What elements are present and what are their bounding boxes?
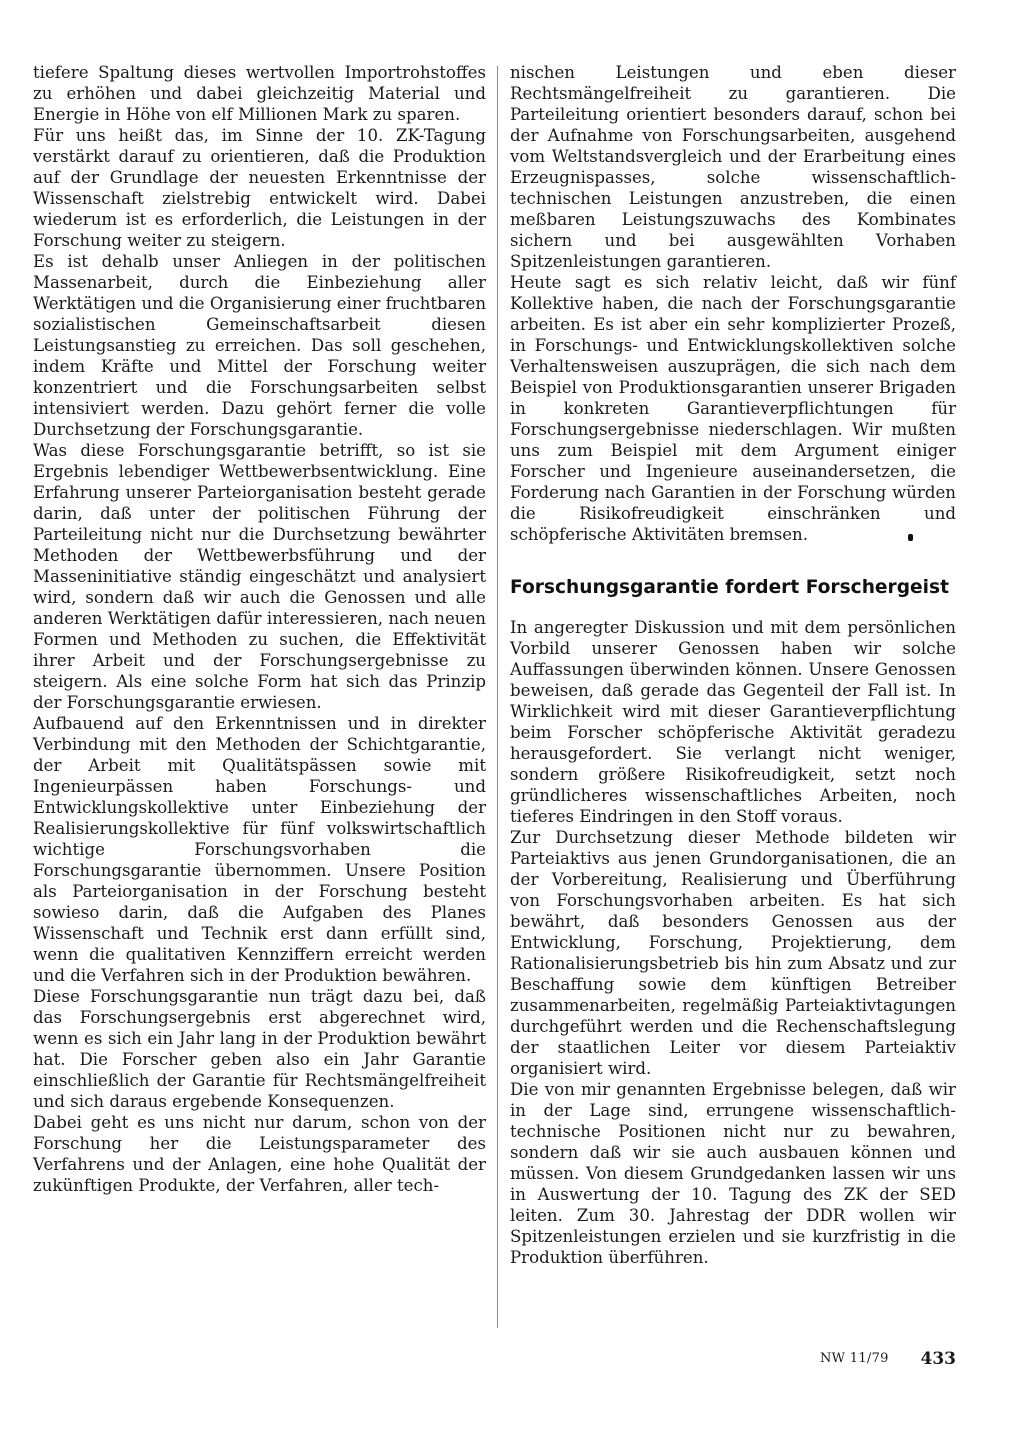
paragraph: Aufbauend auf den Erkenntnissen und in direkter Verbindung mit den Methoden der Schichtgarantie, der Arbeit mit Qualitätspässen sowie mit Ingenieurpässen haben Forschungs- und Entwicklungskollektive unter Einbeziehung der Realisierungskollektive für fünf volkswirtschaftlich wichtige Forschungsvorhaben die Forschungsgarantie übernommen. Unsere Position als Parteiorganisation in der Forschung besteht sowieso darin, daß die Aufgaben des Planes Wissenschaft und Technik erst dann erfüllt sind, wenn die qualitativen Kennziffern erreicht werden und die Verfahren sich in der Produktion bewähren. — [33, 714, 486, 985]
paragraph: Dabei geht es uns nicht nur darum, schon von der Forschung her die Leistungsparameter des Verfahrens und der Anlagen, eine hohe Qualität der zukünftigen Produkte, der Verfahren, aller tech- — [33, 1113, 486, 1195]
paragraph: nischen Leistungen und eben dieser Rechtsmängelfreiheit zu garantieren. Die Parteileitung orientiert besonders darauf, schon bei der Aufnahme von Forschungsarbeiten, ausgehend vom Weltstandsvergleich und der Erarbeitung eines Erzeugnispasses, solche wissenschaftlich-technischen Leistungen anzustreben, die einen meßbaren Leistungszuwachs des Kombinates sichern und bei ausgewählten Vorhaben Spitzenleistungen garantieren. — [510, 63, 956, 271]
paragraph: Was diese Forschungsgarantie betrifft, so ist sie Ergebnis lebendiger Wettbewerbsentwicklung. Eine Erfahrung unserer Parteiorganisation besteht gerade darin, daß unter der politischen Führung der Parteileitung nicht nur die Durchsetzung bewährter Methoden der Wettbewerbsführung und der Masseninitiative ständig eingeschätzt und analysiert wird, sondern daß wir auch die Genossen und alle anderen Werktätigen dafür interessieren, nach neuen Formen und Methoden zu suchen, die Effektivität ihrer Arbeit und der Forschungsergebnisse zu steigern. Als eine solche Form hat sich das Prinzip der Forschungsgarantie erwiesen. — [33, 441, 486, 712]
section-heading: Forschungsgarantie fordert Forschergeist — [510, 577, 949, 598]
page-number: 433 — [920, 1349, 956, 1369]
paragraph: Diese Forschungsgarantie nun trägt dazu bei, daß das Forschungsergebnis erst abgerechnet wird, wenn es sich ein Jahr lang in der Produktion bewährt hat. Die Forscher geben also ein Jahr Garantie einschließlich der Garantie für Rechtsmängelfreiheit und sich daraus ergebende Konsequenzen. — [33, 987, 486, 1111]
end-marker — [908, 534, 913, 541]
paragraph: Es ist dehalb unser Anliegen in der politischen Massenarbeit, durch die Einbeziehung aller Werktätigen und die Organisierung einer fruchtbaren sozialistischen Gemeinschaftsarbeit diesen Leistungsanstieg zu erreichen. Das soll geschehen, indem Kräfte und Mittel der Forschung weiter konzentriert und die Forschungsarbeiten selbst intensiviert werden. Dazu gehört ferner die volle Durchsetzung der Forschungsgarantie. — [33, 252, 486, 439]
paragraph: tiefere Spaltung dieses wertvollen Importrohstoffes zu erhöhen und dabei gleichzeitig Material und Energie in Höhe von elf Millionen Mark zu sparen. — [33, 63, 486, 124]
paragraph: In angeregter Diskussion und mit dem persönlichen Vorbild unserer Genossen haben wir solche Auffassungen überwinden können. Unsere Genossen beweisen, daß gerade das Gegenteil der Fall ist. In Wirklichkeit wird mit dieser Garantieverpflichtung beim Forscher schöpferische Aktivität geradezu herausgefordert. Sie verlangt nicht weniger, sondern größere Risikofreudigkeit, setzt noch gründlicheres wissenschaftliches Arbeiten, noch tieferes Eindringen in den Stoff voraus. — [510, 618, 956, 826]
left-column — [33, 62, 486, 1196]
paragraph: Zur Durchsetzung dieser Methode bildeten wir Parteiaktivs aus jenen Grundorganisationen, die an der Vorbereitung, Realisierung und Überführung von Forschungsvorhaben arbeiten. Es hat sich bewährt, daß besonders Genossen aus der Entwicklung, Forschung, Projektierung, dem Rationalisierungsbetrieb bis hin zum Absatz und zur Beschaffung sowie dem künftigen Betreiber zusammenarbeiten, regelmäßig Parteiaktivtagungen durchgeführt werden und die Rechenschaftslegung der staatlichen Leiter vor diesem Parteiaktiv organisiert wird. — [510, 828, 956, 1078]
paragraph: Die von mir genannten Ergebnisse belegen, daß wir in der Lage sind, errungene wissenschaftlich-technische Positionen nicht nur zu bewahren, sondern daß wir sie auch ausbauen können und müssen. Von diesem Grundgedanken lassen wir uns in Auswertung der 10. Tagung des ZK der SED leiten. Zum 30. Jahrestag der DDR wollen wir Spitzenleistungen erzielen und sie kurzfristig in die Produktion überführen. — [510, 1080, 956, 1267]
paragraph-text: Heute sagt es sich relativ leicht, daß wir fünf Kollektive haben, die nach der Forschungsgarantie arbeiten. Es ist aber ein sehr komplizierter Prozeß, in Forschungs- und Entwicklungskollektiven solche Verhaltensweisen auszuprägen, die sich nach dem Beispiel von Produktionsgarantien unserer Brigaden in konkreten Garantieverpflichtungen für Forschungsergebnisse niederschlagen. Wir mußten uns zum Beispiel mit dem Argument einiger Forscher und Ingenieure auseinandersetzen, die Forderung nach Garantien in der Forschung würden die Risikofreudigkeit einschränken und schöpferische Aktivitäten bremsen. — [510, 273, 956, 544]
paragraph: Für uns heißt das, im Sinne der 10. ZK-Tagung verstärkt darauf zu orientieren, daß die Produktion auf der Grundlage der neuesten Erkenntnisse der Wissenschaft zielstrebig entwickelt wird. Dabei wiederum ist es erforderlich, die Leistungen in der Forschung weiter zu steigern. — [33, 126, 486, 250]
column-divider — [497, 66, 498, 1328]
paragraph — [510, 272, 956, 545]
journal-issue: NW 11/79 — [820, 1351, 889, 1366]
right-column — [510, 62, 956, 1268]
